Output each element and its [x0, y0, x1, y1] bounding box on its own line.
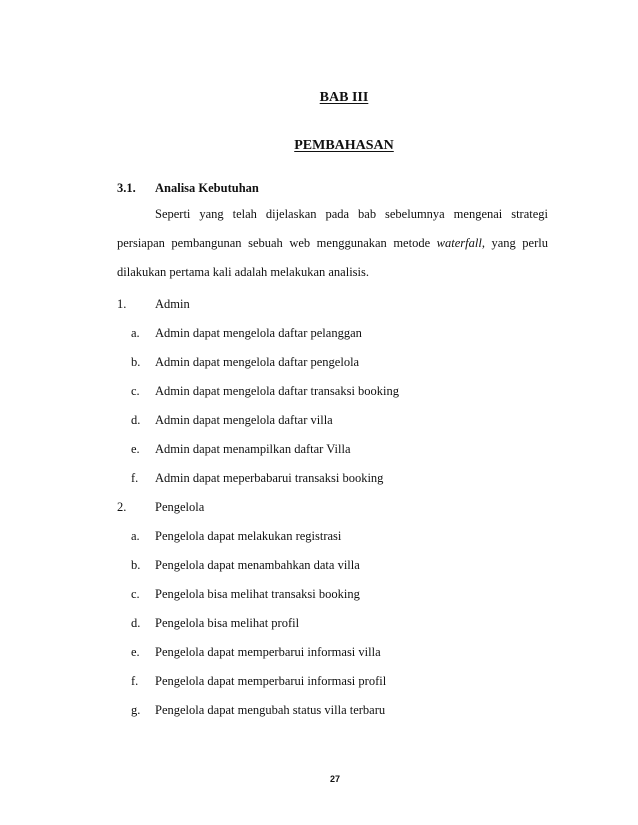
item-text: Admin dapat menampilkan daftar Villa [155, 442, 351, 456]
item-marker: c. [131, 587, 140, 601]
item-marker: b. [131, 558, 141, 572]
item-marker: f. [131, 674, 139, 688]
item-marker: c. [131, 384, 140, 398]
item-text: Pengelola bisa melihat transaksi booking [155, 587, 360, 601]
item-marker: f. [131, 471, 139, 485]
group-number: 1. [117, 297, 127, 311]
item-marker: d. [131, 413, 141, 427]
item-marker: d. [131, 616, 141, 630]
item-text: Pengelola dapat menambahkan data villa [155, 558, 360, 572]
item-marker: e. [131, 645, 140, 659]
item-marker: a. [131, 326, 140, 340]
page-number: 27 [329, 774, 340, 784]
item-text: Pengelola dapat melakukan registrasi [155, 529, 342, 543]
item-marker: b. [131, 355, 141, 369]
item-marker: g. [131, 703, 141, 717]
item-text: Admin dapat mengelola daftar villa [155, 413, 333, 427]
item-text: Admin dapat meperbabarui transaksi booking [155, 471, 384, 485]
item-marker: e. [131, 442, 140, 456]
item-text: Admin dapat mengelola daftar pelanggan [155, 326, 362, 340]
paragraph-text-end: , yang perlu dilakukan pertama kali adalah melakukan analisis. [117, 236, 548, 279]
section-number: 3.1. [117, 181, 136, 195]
item-text: Pengelola dapat memperbarui informasi villa [155, 645, 381, 659]
item-text: Pengelola dapat mengubah status villa terbaru [155, 703, 386, 717]
group-title: Pengelola [155, 500, 205, 514]
chapter-number: BAB III [319, 90, 369, 105]
paragraph-italic-term: waterfall [436, 236, 482, 250]
group-title: Admin [155, 297, 190, 311]
item-text: Pengelola dapat memperbarui informasi profil [155, 674, 387, 688]
section-title: Analisa Kebutuhan [155, 181, 259, 195]
item-marker: a. [131, 529, 140, 543]
item-text: Pengelola bisa melihat profil [155, 616, 300, 630]
item-text: Admin dapat mengelola daftar transaksi booking [155, 384, 400, 398]
group-number: 2. [117, 500, 127, 514]
item-text: Admin dapat mengelola daftar pengelola [155, 355, 360, 369]
chapter-title: PEMBAHASAN [294, 138, 394, 153]
intro-paragraph [117, 200, 548, 287]
paragraph-text: Seperti yang telah dijelaskan pada bab sebelumnya mengenai strategi persiapan pembangunan sebuah web menggunakan metode [117, 207, 548, 250]
